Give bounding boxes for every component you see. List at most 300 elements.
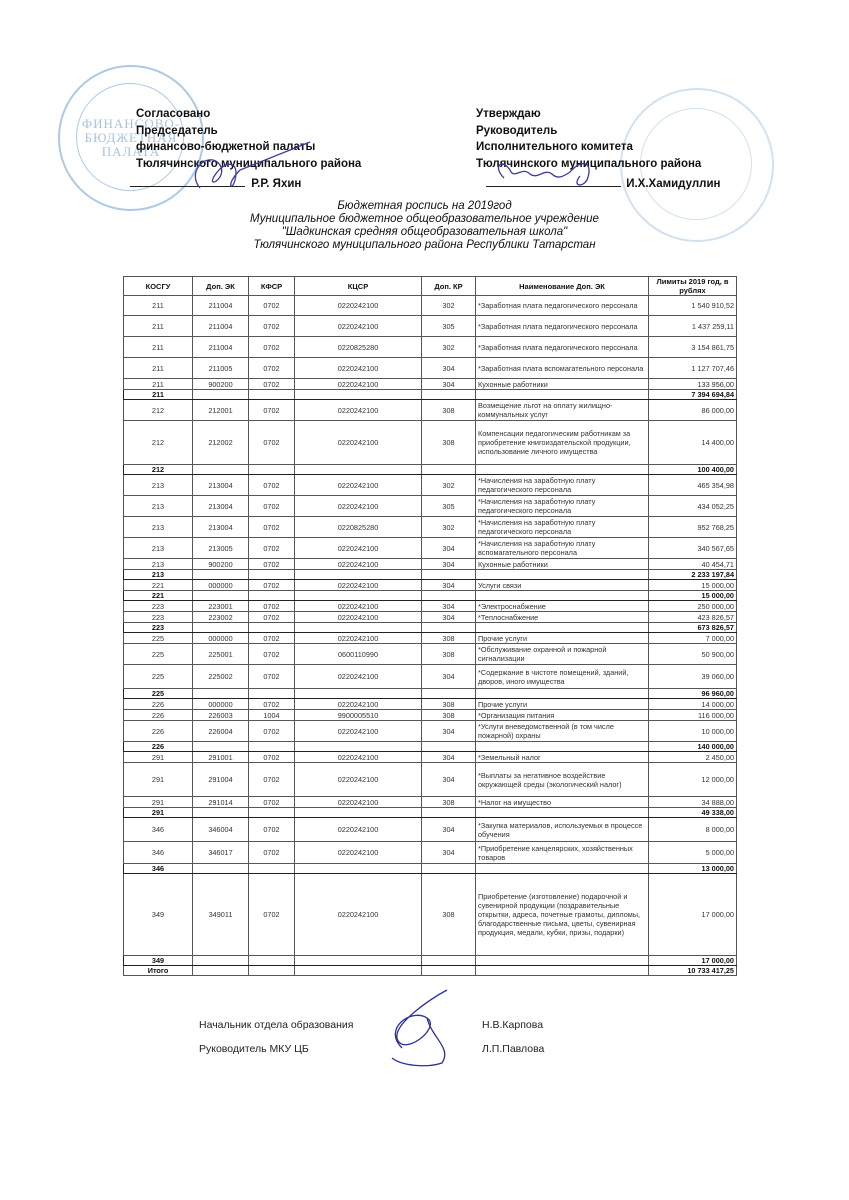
cell-dop-ek: 346017 [193,842,249,864]
table-row [124,710,737,721]
cell-empty [193,623,249,633]
title-line-1: Бюджетная роспись на 2019год [337,200,512,212]
cell-kosgu: 226 [124,710,193,721]
cell-kfsr: 0702 [249,337,295,358]
approval-position: Председатель [136,124,218,137]
cell-empty [249,808,295,818]
cell-name: *Начисления на заработную плату вспомагательного персонала [476,538,649,559]
cell-kcsr: 0220242100 [295,633,422,644]
cell-kcsr: 0220242100 [295,379,422,390]
cell-kcsr: 0220242100 [295,874,422,956]
cell-empty [422,623,476,633]
approval-district: Тюлячинского муниципального района [136,157,362,170]
cell-kosgu: 349 [124,874,193,956]
cell-empty [193,808,249,818]
cell-limit: 2 450,00 [649,752,737,763]
cell-name: *Начисления на заработную плату педагогического персонала [476,475,649,496]
cell-kcsr: 0220242100 [295,797,422,808]
cell-limit: 434 052,25 [649,496,737,517]
approval-organization: финансово-бюджетной палаты [136,141,316,153]
cell-dop-kr: 308 [422,710,476,721]
cell-limit: 7 394 694,84 [649,390,737,400]
cell-kosgu: 225 [124,644,193,665]
cell-kosgu: 291 [124,752,193,763]
cell-kfsr: 0702 [249,517,295,538]
signatory-name: И.Х.Хамидуллин [626,178,721,190]
table-row [124,644,737,665]
document-title [0,200,849,252]
handwritten-signature-left [180,140,320,200]
cell-empty [476,966,649,976]
cell-empty [193,465,249,475]
cell-kosgu: 213 [124,538,193,559]
cell-dop-ek: 211004 [193,337,249,358]
footer-name: Л.П.Павлова [482,1043,545,1055]
handwritten-signature-footer [372,988,472,1068]
approval-label: Согласовано [136,108,211,120]
cell-kfsr: 0702 [249,752,295,763]
cell-empty [476,591,649,601]
cell-dop-ek: 213004 [193,496,249,517]
cell-dop-ek: 226004 [193,721,249,742]
cell-limit: 673 826,57 [649,623,737,633]
cell-limit: 423 826,57 [649,612,737,623]
table-row [124,612,737,623]
cell-empty [249,742,295,752]
cell-dop-ek: 291004 [193,763,249,797]
cell-dop-ek: 211004 [193,296,249,316]
cell-kosgu: 223 [124,623,193,633]
cell-empty [193,956,249,966]
cell-kfsr: 0702 [249,874,295,956]
cell-empty [476,689,649,699]
cell-total-limit: 10 733 417,25 [649,966,737,976]
cell-kosgu: 211 [124,296,193,316]
cell-name: *Услуги вневедомственной (в том числе пожарной) охраны [476,721,649,742]
cell-empty [249,689,295,699]
cell-dop-kr: 308 [422,400,476,421]
table-row [124,842,737,864]
cell-kosgu: 211 [124,390,193,400]
cell-dop-kr: 304 [422,612,476,623]
cell-empty [476,390,649,400]
cell-name: *Организация питания [476,710,649,721]
cell-kcsr: 9900005510 [295,710,422,721]
cell-dop-kr: 304 [422,538,476,559]
cell-kcsr: 0220242100 [295,559,422,570]
cell-dop-ek: 212002 [193,421,249,465]
cell-kosgu: 226 [124,742,193,752]
subtotal-row [124,390,737,400]
cell-dop-kr: 308 [422,874,476,956]
footer-name: Н.В.Карпова [482,1019,544,1031]
column-header-name: Наименование Доп. ЭК [476,277,649,296]
cell-limit: 1 540 910,52 [649,296,737,316]
cell-kosgu: 346 [124,864,193,874]
cell-limit: 100 400,00 [649,465,737,475]
cell-empty [193,742,249,752]
subtotal-row [124,570,737,580]
cell-kcsr: 0220242100 [295,612,422,623]
cell-name: *Заработная плата педагогического персонала [476,296,649,316]
cell-name: Прочие услуги [476,699,649,710]
cell-kcsr: 0220242100 [295,818,422,842]
cell-dop-kr: 308 [422,421,476,465]
cell-name: Кухонные работники [476,379,649,390]
cell-empty [295,956,422,966]
footer-signer-2-name [482,1043,544,1055]
cell-dop-kr: 308 [422,633,476,644]
cell-empty [422,689,476,699]
cell-name: *Содержание в чистоте помещений, зданий, дворов, иного имущества [476,665,649,689]
cell-empty [249,864,295,874]
cell-empty [476,623,649,633]
cell-empty [249,623,295,633]
cell-empty [422,390,476,400]
cell-kfsr: 0702 [249,699,295,710]
cell-name: *Начисления на заработную плату педагогического персонала [476,496,649,517]
cell-kfsr: 0702 [249,842,295,864]
cell-kosgu: 291 [124,763,193,797]
cell-empty [295,591,422,601]
stamp-center-text: ФИНАНСОВО- БЮДЖЕТНАЯ ПАЛАТА [81,116,181,159]
cell-limit: 5 000,00 [649,842,737,864]
cell-kcsr: 0220242100 [295,358,422,379]
cell-dop-ek: 211005 [193,358,249,379]
cell-empty [476,864,649,874]
table-row [124,538,737,559]
title-line-4: Тюлячинского муниципального района Республики Татарстан [253,239,596,251]
cell-limit: 15 000,00 [649,591,737,601]
cell-dop-ek: 000000 [193,699,249,710]
column-header-dop-kr: Доп. КР [422,277,476,296]
cell-kfsr: 1004 [249,710,295,721]
cell-dop-ek: 223001 [193,601,249,612]
table-row [124,379,737,390]
cell-kfsr: 0702 [249,721,295,742]
cell-kosgu: 213 [124,496,193,517]
cell-limit: 133 956,00 [649,379,737,390]
cell-kfsr: 0702 [249,496,295,517]
footer-position: Руководитель МКУ ЦБ [199,1043,309,1055]
column-header-kfsr: КФСР [249,277,295,296]
cell-dop-kr: 304 [422,358,476,379]
cell-limit: 14 000,00 [649,699,737,710]
handwritten-signature-right [492,156,612,196]
cell-empty [193,689,249,699]
cell-dop-kr: 305 [422,316,476,337]
cell-dop-ek: 212001 [193,400,249,421]
table-row [124,818,737,842]
cell-kcsr: 0220242100 [295,538,422,559]
cell-dop-kr: 308 [422,644,476,665]
cell-kcsr: 0220242100 [295,842,422,864]
table-row [124,763,737,797]
cell-empty [476,465,649,475]
cell-empty [295,570,422,580]
table-row [124,296,737,316]
cell-empty [476,956,649,966]
footer-signer-1 [199,1019,353,1031]
cell-kosgu: 225 [124,633,193,644]
title-line-3: "Шадкинская средняя общеобразовательная школа" [281,226,568,238]
cell-dop-ek: 291014 [193,797,249,808]
cell-empty [422,864,476,874]
cell-empty [295,465,422,475]
table-row [124,337,737,358]
cell-limit: 7 000,00 [649,633,737,644]
cell-kosgu: 223 [124,601,193,612]
budget-table [123,276,737,976]
cell-dop-ek: 213004 [193,475,249,496]
cell-dop-ek: 213005 [193,538,249,559]
cell-kfsr: 0702 [249,763,295,797]
cell-kcsr: 0220242100 [295,721,422,742]
cell-kosgu: 211 [124,358,193,379]
table-row [124,721,737,742]
cell-kosgu: 291 [124,808,193,818]
cell-dop-kr: 302 [422,337,476,358]
cell-empty [193,390,249,400]
cell-empty [476,742,649,752]
cell-limit: 465 354,98 [649,475,737,496]
subtotal-row [124,864,737,874]
table-row [124,752,737,763]
cell-name: *Закупка материалов, используемых в процессе обучения [476,818,649,842]
cell-dop-kr: 304 [422,379,476,390]
cell-dop-kr: 304 [422,763,476,797]
cell-kcsr: 0220242100 [295,475,422,496]
cell-empty [193,966,249,976]
table-row [124,421,737,465]
cell-kfsr: 0702 [249,665,295,689]
cell-empty [295,864,422,874]
approval-label: Утверждаю [476,108,541,120]
cell-empty [295,808,422,818]
cell-dop-kr: 302 [422,296,476,316]
cell-dop-kr: 305 [422,496,476,517]
cell-kosgu: 221 [124,580,193,591]
cell-kfsr: 0702 [249,421,295,465]
cell-kcsr: 0220242100 [295,580,422,591]
cell-kosgu: 291 [124,797,193,808]
cell-empty [422,591,476,601]
cell-name: *Выплаты за негативное воздействие окружающей среды (экологический налог) [476,763,649,797]
table-row [124,358,737,379]
cell-kcsr: 0220242100 [295,421,422,465]
column-header-dop-ek: Доп. ЭК [193,277,249,296]
cell-dop-ek: 226003 [193,710,249,721]
cell-kfsr: 0702 [249,379,295,390]
footer-position: Начальник отдела образования [199,1019,354,1031]
table-row [124,517,737,538]
cell-name: *Приобретение канцелярских, хозяйственных товаров [476,842,649,864]
cell-dop-kr: 308 [422,797,476,808]
cell-limit: 12 000,00 [649,763,737,797]
cell-kosgu: 226 [124,699,193,710]
cell-limit: 14 400,00 [649,421,737,465]
cell-dop-kr: 302 [422,517,476,538]
cell-limit: 1 127 707,46 [649,358,737,379]
cell-name: *Заработная плата педагогического персонала [476,316,649,337]
cell-limit: 140 000,00 [649,742,737,752]
cell-kfsr: 0702 [249,601,295,612]
table-header-row [124,277,737,296]
cell-kcsr: 0220242100 [295,752,422,763]
cell-dop-kr: 304 [422,580,476,591]
cell-kfsr: 0702 [249,818,295,842]
cell-empty [249,956,295,966]
table-row [124,400,737,421]
cell-empty [193,570,249,580]
cell-empty [476,570,649,580]
footer-signer-1-name [482,1019,543,1031]
cell-dop-ek: 000000 [193,580,249,591]
cell-dop-ek: 349011 [193,874,249,956]
cell-dop-ek: 900200 [193,379,249,390]
cell-kosgu: 213 [124,570,193,580]
cell-empty [422,570,476,580]
cell-empty [295,742,422,752]
cell-limit: 15 000,00 [649,580,737,591]
cell-kfsr: 0702 [249,538,295,559]
cell-kosgu: 213 [124,475,193,496]
cell-name: *Заработная плата педагогического персонала [476,337,649,358]
signatory-name: Р.Р. Яхин [251,178,302,190]
table-row [124,496,737,517]
cell-dop-ek: 225001 [193,644,249,665]
cell-kfsr: 0702 [249,296,295,316]
subtotal-row [124,956,737,966]
cell-kcsr: 0220242100 [295,699,422,710]
cell-kosgu: 212 [124,400,193,421]
cell-dop-kr: 304 [422,665,476,689]
cell-dop-ek: 900200 [193,559,249,570]
subtotal-row [124,623,737,633]
cell-empty [295,390,422,400]
cell-dop-kr: 304 [422,601,476,612]
subtotal-row [124,742,737,752]
cell-dop-kr: 304 [422,842,476,864]
cell-name: Компенсации педагогическим работникам за приобретение книгоиздательской продукции, использование личного имущества [476,421,649,465]
approval-district: Тюлячинского муниципального района [476,157,702,170]
cell-dop-ek: 346004 [193,818,249,842]
cell-dop-ek: 211004 [193,316,249,337]
cell-empty [193,864,249,874]
table-body [124,296,737,976]
cell-kosgu: 346 [124,818,193,842]
cell-empty [249,465,295,475]
cell-limit: 50 900,00 [649,644,737,665]
cell-empty [422,956,476,966]
cell-kosgu: 212 [124,421,193,465]
cell-limit: 116 000,00 [649,710,737,721]
cell-limit: 250 000,00 [649,601,737,612]
cell-dop-kr: 308 [422,699,476,710]
cell-kfsr: 0702 [249,316,295,337]
table-row [124,475,737,496]
table-row [124,601,737,612]
cell-kfsr: 0702 [249,644,295,665]
cell-kcsr: 0220242100 [295,400,422,421]
cell-kosgu: 211 [124,316,193,337]
cell-kcsr: 0220242100 [295,601,422,612]
cell-kfsr: 0702 [249,612,295,623]
table-row [124,797,737,808]
column-header-kcsr: КЦСР [295,277,422,296]
cell-name: Кухонные работники [476,559,649,570]
cell-dop-kr: 302 [422,475,476,496]
cell-kfsr: 0702 [249,580,295,591]
cell-empty [422,465,476,475]
cell-empty [295,689,422,699]
cell-dop-kr: 304 [422,818,476,842]
cell-kosgu: 225 [124,689,193,699]
cell-kcsr: 0220825280 [295,517,422,538]
cell-kcsr: 0220242100 [295,665,422,689]
footer-signer-2 [199,1043,309,1055]
cell-limit: 1 437 259,11 [649,316,737,337]
cell-limit: 34 888,00 [649,797,737,808]
cell-kosgu: 213 [124,559,193,570]
title-line-2: Муниципальное бюджетное общеобразовательное учреждение [250,213,599,225]
cell-empty [193,591,249,601]
cell-limit: 39 060,00 [649,665,737,689]
subtotal-row [124,808,737,818]
cell-limit: 10 000,00 [649,721,737,742]
cell-empty [249,966,295,976]
table-row [124,699,737,710]
cell-dop-ek: 213004 [193,517,249,538]
cell-kcsr: 0220242100 [295,316,422,337]
cell-kcsr: 0600110990 [295,644,422,665]
cell-name: *Обслуживание охранной и пожарной сигнализации [476,644,649,665]
cell-empty [422,808,476,818]
cell-kcsr: 0220825280 [295,337,422,358]
approval-organization: Исполнительного комитета [476,141,633,153]
cell-limit: 8 000,00 [649,818,737,842]
cell-kcsr: 0220242100 [295,763,422,797]
cell-kosgu: 223 [124,612,193,623]
cell-limit: 17 000,00 [649,874,737,956]
cell-kfsr: 0702 [249,358,295,379]
cell-name: Услуги связи [476,580,649,591]
table-row [124,559,737,570]
table-row [124,665,737,689]
cell-limit: 86 000,00 [649,400,737,421]
approval-position: Руководитель [476,124,558,137]
cell-name: *Электроснабжение [476,601,649,612]
cell-kosgu: 211 [124,379,193,390]
cell-dop-ek: 223002 [193,612,249,623]
cell-kfsr: 0702 [249,633,295,644]
cell-name: *Заработная плата вспомагательного персонала [476,358,649,379]
table-row [124,580,737,591]
cell-kosgu: 346 [124,842,193,864]
cell-dop-kr: 304 [422,752,476,763]
cell-kfsr: 0702 [249,559,295,570]
column-header-limit: Лимиты 2019 год, в рублях [649,277,737,296]
cell-kfsr: 0702 [249,475,295,496]
cell-kcsr: 0220242100 [295,496,422,517]
subtotal-row [124,689,737,699]
cell-empty [422,966,476,976]
cell-limit: 49 338,00 [649,808,737,818]
table-row [124,633,737,644]
cell-name: *Теплоснабжение [476,612,649,623]
cell-empty [249,591,295,601]
table-row [124,874,737,956]
